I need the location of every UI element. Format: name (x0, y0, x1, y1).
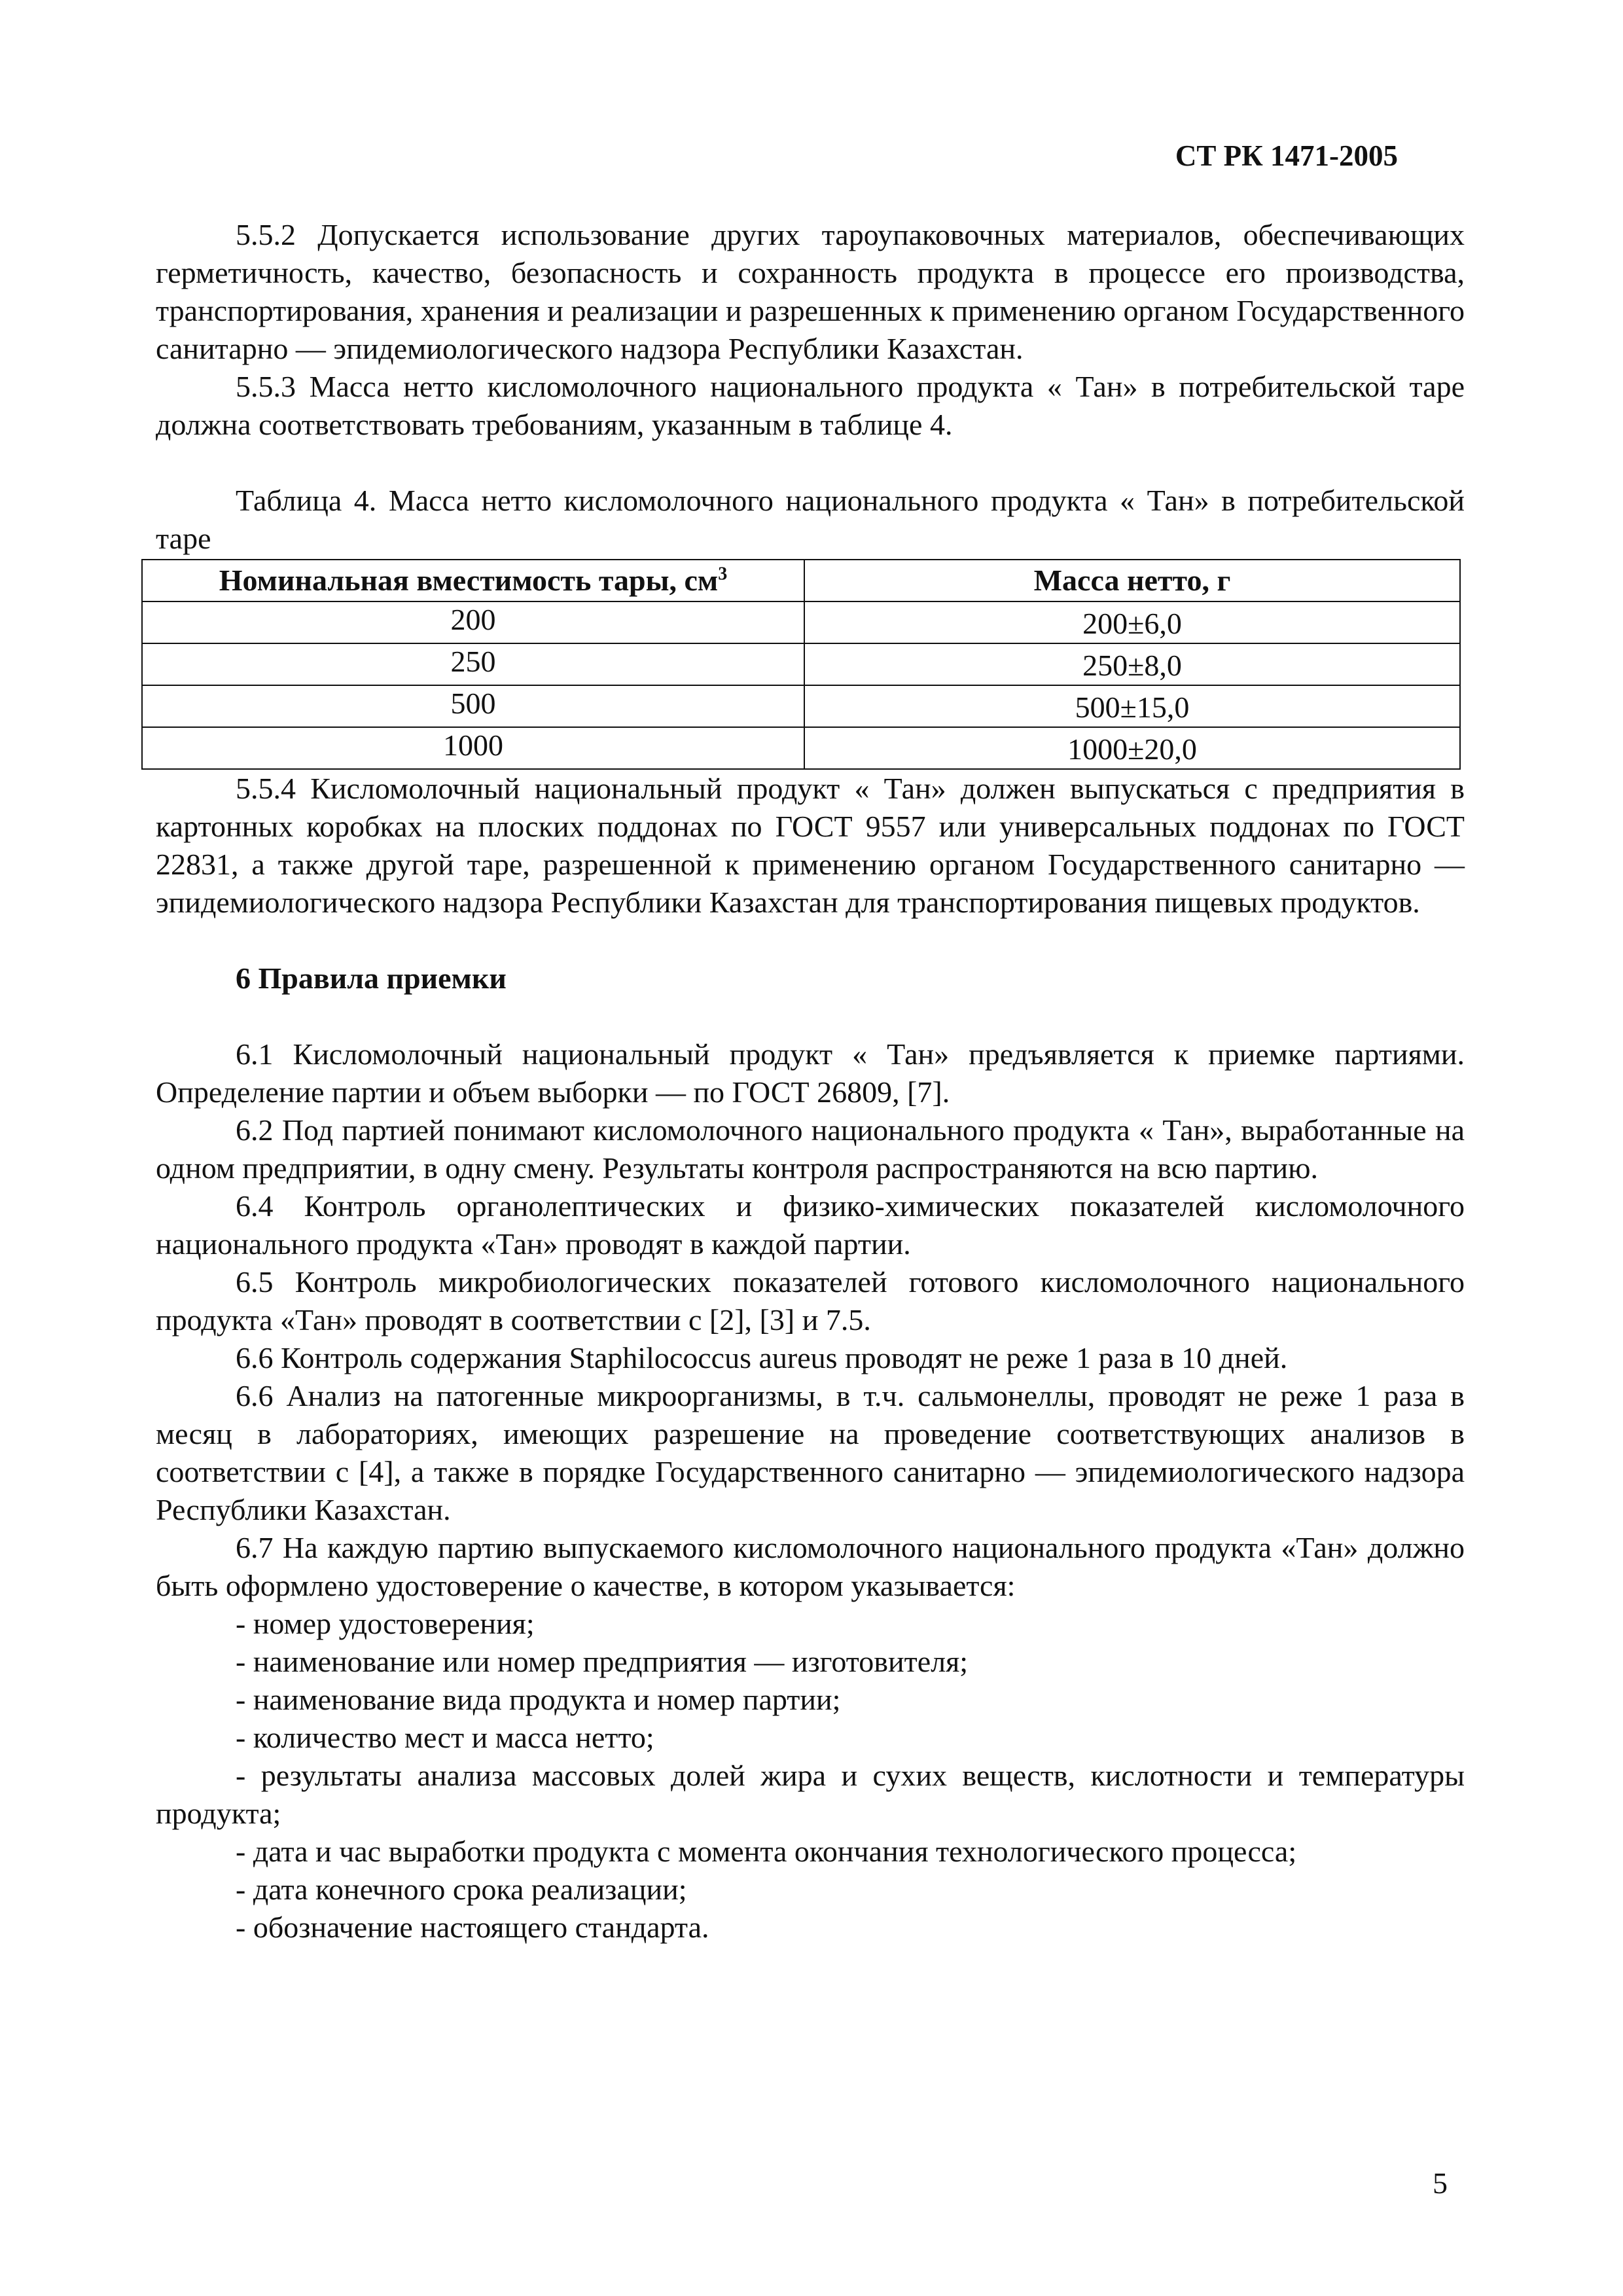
net-weight-table (141, 559, 1461, 770)
table-4-caption: Таблица 4. Масса нетто кисломолочного национального продукта « Тан» в потребительской таре (156, 484, 1465, 555)
paragraph-5-5-3: 5.5.3 Масса нетто кисломолочного национального продукта « Тан» в потребительской таре должна соответствовать требованиям, указанным в таблице 4. (156, 370, 1465, 441)
table-row (142, 727, 1460, 769)
mass-cell: 500±15,0 (804, 685, 1460, 727)
list-item: - наименование или номер предприятия — изготовителя; (236, 1645, 969, 1678)
mass-cell: 1000±20,0 (804, 727, 1460, 769)
capacity-cell: 500 (142, 685, 804, 727)
paragraph-6-4: 6.4 Контроль органолептических и физико-химических показателей кисломолочного национального продукта «Тан» проводят в каждой партии. (156, 1189, 1465, 1261)
document-code-header: СТ РК 1471-2005 (1175, 139, 1398, 172)
paragraph-5-5-4: 5.5.4 Кисломолочный национальный продукт « Тан» должен выпускаться с предприятия в картонных коробках на плоских поддонах по ГОСТ 9557 или универсальных поддонах по ГОСТ 22831, а также другой таре, разрешенной к применению органом Государственного санитарно — эпидемиологического надзора Республики Казахстан для транспортирования пищевых продуктов. (156, 772, 1465, 919)
list-item: - дата конечного срока реализации; (236, 1873, 687, 1906)
list-item: - наименование вида продукта и номер партии; (236, 1683, 841, 1716)
section-6-title: 6 Правила приемки (236, 961, 507, 995)
table-row (142, 643, 1460, 685)
capacity-cell: 1000 (142, 727, 804, 769)
paragraph-6-5: 6.5 Контроль микробиологических показателей готового кисломолочного национального продукта «Тан» проводят в соответствии с [2], [3] и 7.5. (156, 1265, 1465, 1336)
list-item: - количество мест и масса нетто; (236, 1721, 654, 1754)
list-item: - результаты анализа массовых долей жира и сухих веществ, кислотности и температуры продукта; (156, 1759, 1465, 1830)
list-item: - обозначение настоящего стандарта. (236, 1910, 709, 1944)
table-row (142, 601, 1460, 643)
paragraph-6-6-pathogens: 6.6 Анализ на патогенные микроорганизмы, в т.ч. сальмонеллы, проводят не реже 1 раза в месяц в лабораториях, имеющих разрешение на проведение соответствующих анализов в соответствии с [4], а также в порядке Государственного санитарно — эпидемиологического надзора Республики Казахстан. (156, 1379, 1465, 1526)
capacity-header-text: Номинальная вместимость тары, см (219, 564, 719, 597)
list-item: - номер удостоверения; (236, 1607, 535, 1640)
capacity-cell: 250 (142, 643, 804, 685)
page-number: 5 (1433, 2166, 1448, 2200)
mass-cell: 250±8,0 (804, 643, 1460, 685)
table-row (142, 685, 1460, 727)
table-header-row (142, 560, 1460, 601)
page-body (156, 216, 1465, 1946)
paragraph-6-7: 6.7 На каждую партию выпускаемого кисломолочного национального продукта «Тан» должно быть оформлено удостоверение о качестве, в котором указывается: (156, 1531, 1465, 1602)
capacity-cell: 200 (142, 601, 804, 643)
paragraph-6-2: 6.2 Под партией понимают кисломолочного национального продукта « Тан», выработанные на одном предприятии, в одну смену. Результаты контроля распространяются на всю партию. (156, 1113, 1465, 1185)
paragraph-5-5-2: 5.5.2 Допускается использование других тароупаковочных материалов, обеспечивающих герметичность, качество, безопасность и сохранность продукта в процессе его производства, транспортирования, хранения и реализации и разрешенных к применению органом Государственного санитарно — эпидемиологического надзора Республики Казахстан. (156, 218, 1465, 365)
net-mass-column-header: Масса нетто, г (804, 560, 1460, 601)
mass-cell: 200±6,0 (804, 601, 1460, 643)
cubic-superscript: 3 (718, 564, 728, 584)
capacity-column-header (142, 560, 804, 601)
list-item: - дата и час выработки продукта с момента окончания технологического процесса; (236, 1835, 1297, 1868)
paragraph-6-6-staphilococcus: 6.6 Контроль содержания Staphilococcus aureus проводят не реже 1 раза в 10 дней. (236, 1341, 1288, 1374)
paragraph-6-1: 6.1 Кисломолочный национальный продукт « Тан» предъявляется к приемке партиями. Определение партии и объем выборки — по ГОСТ 26809, [7]. (156, 1037, 1465, 1109)
